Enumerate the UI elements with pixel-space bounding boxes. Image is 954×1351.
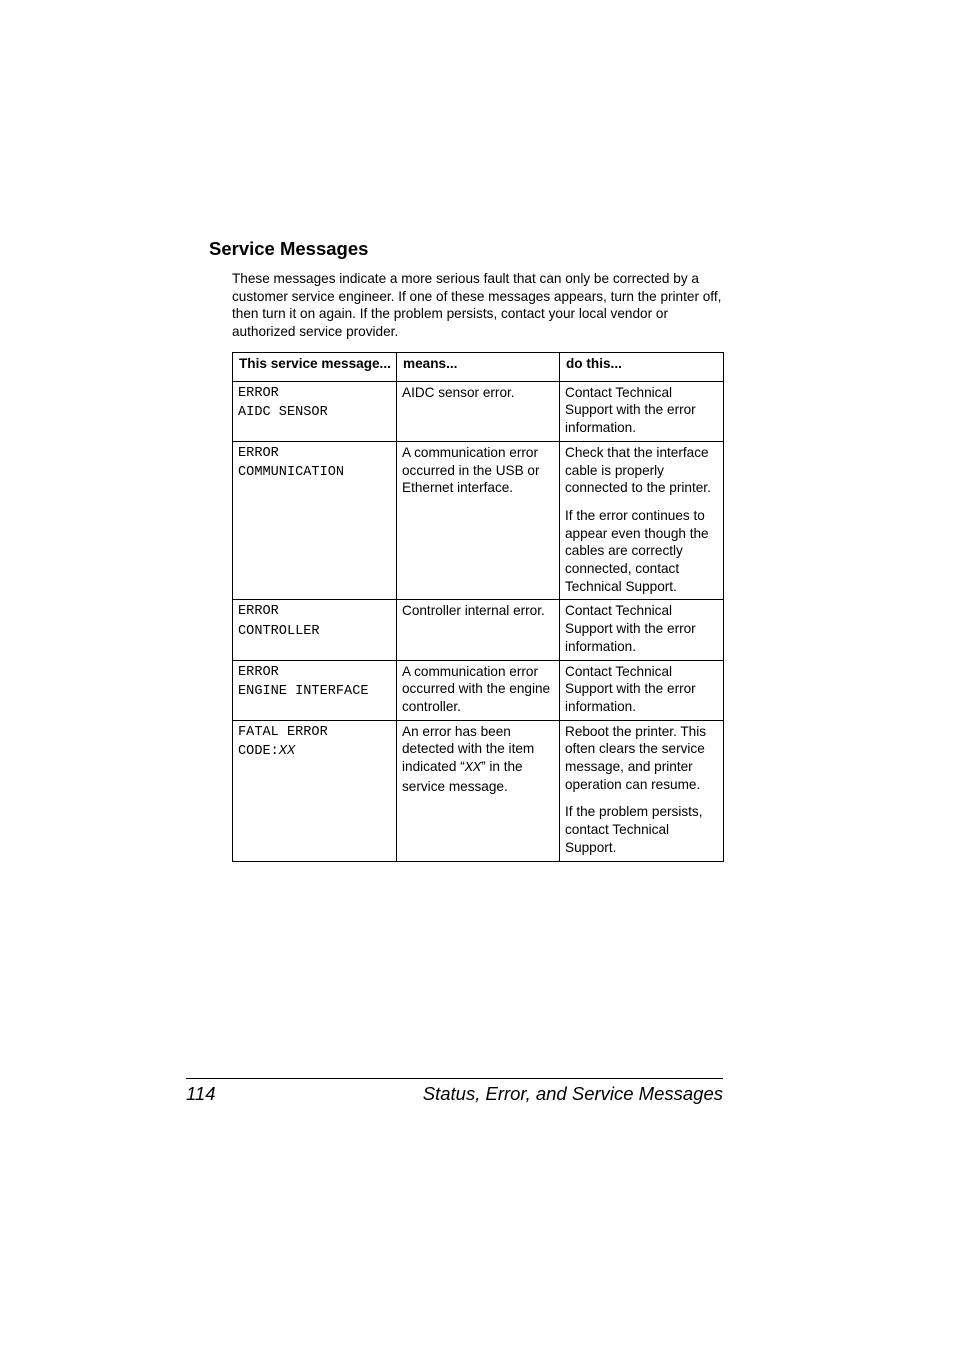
action-text: Reboot the printer. This often clears the service message, and printer operation can resume.	[565, 723, 707, 792]
message-line: ERROR	[238, 445, 279, 461]
footer-chapter-title: Status, Error, and Service Messages	[422, 1083, 723, 1104]
header-means: means...	[397, 353, 560, 382]
action-text: Check that the interface cable is properly connected to the printer.	[565, 444, 711, 496]
means-cell: AIDC sensor error.	[397, 381, 560, 441]
action-text: If the error continues to appear even though the cables are correctly connected, contact Technical Support.	[565, 507, 709, 594]
message-line	[238, 742, 392, 762]
intro-paragraph: These messages indicate a more serious fault that can only be corrected by a customer service engineer. If one of these messages appears, turn the printer off, then turn it on again. If the problem persists, contact your local vendor or authorized service provider.	[232, 271, 722, 340]
action-text: Contact Technical Support with the error information.	[565, 384, 696, 436]
means-cell	[397, 720, 560, 861]
action-text: Contact Technical Support with the error information.	[565, 663, 696, 714]
service-messages-table	[232, 352, 724, 862]
action-cell	[560, 660, 724, 720]
message-cell	[233, 660, 397, 720]
table-row	[233, 660, 724, 720]
message-line: ERROR	[238, 604, 279, 620]
action-cell	[560, 600, 724, 660]
message-cell	[233, 720, 397, 861]
action-text: If the problem persists, contact Technical Support.	[565, 804, 703, 855]
means-text: An error has been detected with the item indicated “	[402, 723, 535, 775]
action-text: Contact Technical Support with the error information.	[565, 603, 696, 654]
means-variable: XX	[464, 761, 482, 777]
action-cell	[560, 720, 724, 861]
table-row	[233, 441, 724, 600]
message-line: COMMUNICATION	[238, 465, 345, 481]
action-cell	[560, 441, 724, 600]
message-variable: XX	[278, 744, 296, 760]
message-cell	[233, 600, 397, 660]
table-row	[233, 381, 724, 441]
message-line: AIDC SENSOR	[238, 405, 328, 421]
means-cell: Controller internal error.	[397, 600, 560, 660]
table-row	[233, 720, 724, 861]
message-line: ERROR	[238, 664, 279, 680]
message-cell	[233, 441, 397, 600]
table-row	[233, 600, 724, 660]
page-number: 114	[186, 1083, 216, 1104]
section-heading: Service Messages	[209, 238, 369, 259]
header-message: This service message...	[233, 353, 397, 382]
means-cell: A communication error occurred with the engine controller.	[397, 660, 560, 720]
action-cell	[560, 381, 724, 441]
footer-divider	[186, 1078, 723, 1079]
header-action: do this...	[560, 353, 724, 382]
message-line: ENGINE INTERFACE	[238, 684, 369, 700]
message-line: FATAL ERROR	[238, 724, 328, 740]
message-cell	[233, 381, 397, 441]
means-text: ” in the service message.	[402, 759, 523, 794]
message-code-prefix: CODE:	[238, 744, 279, 760]
message-line: ERROR	[238, 385, 279, 401]
message-line: CONTROLLER	[238, 623, 320, 639]
table-header-row	[233, 353, 724, 382]
means-cell: A communication error occurred in the USB or Ethernet interface.	[397, 441, 560, 600]
